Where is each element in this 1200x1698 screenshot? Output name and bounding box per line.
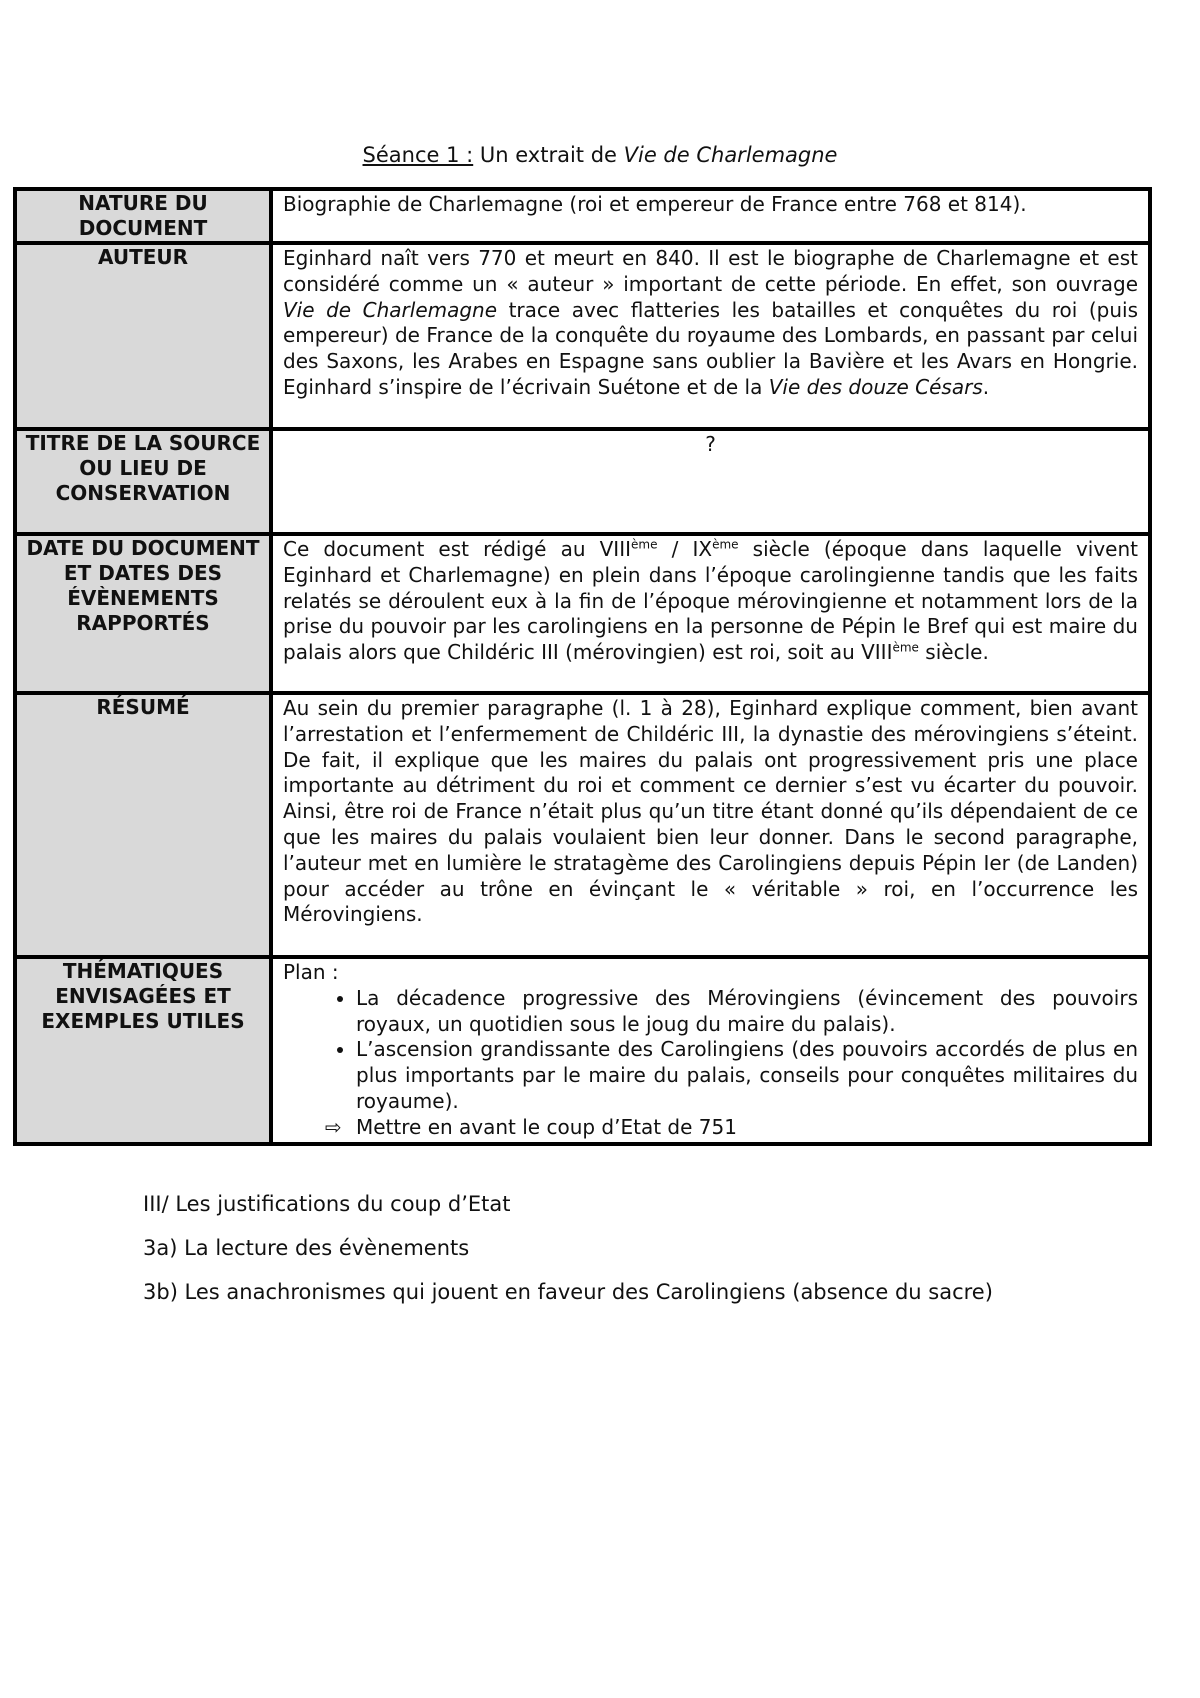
auteur-text-1: Eginhard naît vers 770 et meurt en 840. Il est le biographe de Charlemagne et est considéré comme un « auteur » important de cette période. En effet, son ouvrage: [283, 246, 1138, 296]
value-nature: Biographie de Charlemagne (roi et empereur de France entre 768 et 814).: [271, 189, 1150, 243]
date-sup-1: ème: [631, 537, 658, 552]
label-nature: NATURE DU DOCUMENT: [15, 189, 271, 243]
date-text-1: Ce document est rédigé au VIII: [283, 537, 631, 561]
plan-bullet-list: [283, 986, 1138, 1115]
row-date: [15, 534, 1150, 693]
title-underlined: Séance 1 :: [362, 143, 474, 167]
row-themes: [15, 957, 1150, 1144]
plan-bullet: • La décadence progressive des Mérovingiens (évincement des pouvoirs royaux, un quotidien sous le joug du maire du palais).: [356, 986, 1138, 1038]
subsection-3a: 3a) La lecture des évènements: [143, 1236, 470, 1260]
label-themes: THÉMATIQUES ENVISAGÉES ET EXEMPLES UTILES: [15, 957, 271, 1144]
date-text-4: siècle.: [918, 640, 989, 665]
row-resume: [15, 693, 1150, 957]
date-sup-2: ème: [712, 537, 739, 552]
session-title: [0, 142, 1200, 168]
label-titre: TITRE DE LA SOURCE OU LIEU DE CONSERVATION: [15, 429, 271, 534]
auteur-italic-2: Vie des douze Césars: [768, 374, 983, 399]
date-text-2: / IX: [657, 537, 713, 561]
document-analysis-table: [13, 187, 1152, 1146]
arrow-right-icon: ⇨: [325, 1114, 342, 1139]
plan-bullet: • L’ascension grandissante des Carolingiens (des pouvoirs accordés de plus en plus importants par le maire du palais, conseils pour conquêtes militaires du royaume).: [356, 1037, 1138, 1114]
title-middle: Un extrait de: [473, 143, 624, 167]
label-auteur: AUTEUR: [15, 243, 271, 429]
row-titre: [15, 429, 1150, 534]
auteur-text-2: trace avec flatteries les batailles et conquêtes du roi (puis empereur) de France de la conquête du royaume des Lombards, en passant par celui des Saxons, les Arabes en Espagne sans oublier la Bavière et les Avars en Hongrie. Eginhard s’inspire de l’écrivain Suétone et de la: [283, 297, 1139, 399]
value-themes: [271, 957, 1150, 1144]
date-text-3: siècle (époque dans laquelle vivent Eginhard et Charlemagne) en plein dans l’époque carolingienne tandis que les faits relatés se déroulent eux à la fin de l’époque mérovingienne et notamment lors de la prise du pouvoir par les carolingiens en la personne de Pépin le Bref qui est maire du palais alors que Childéric III (mérovingien) est roi, soit au VIII: [283, 537, 1138, 665]
row-auteur: [15, 243, 1150, 429]
conclusion-line: [283, 1115, 1138, 1141]
value-titre: ?: [271, 429, 1150, 534]
label-resume: RÉSUMÉ: [15, 693, 271, 957]
auteur-italic-1: Vie de Charlemagne: [283, 297, 498, 322]
auteur-text-3: .: [982, 374, 990, 399]
plan-heading: Plan :: [283, 960, 339, 984]
value-auteur: [271, 243, 1150, 429]
subsection-3b: 3b) Les anachronismes qui jouent en faveur des Carolingiens (absence du sacre): [143, 1280, 993, 1304]
label-date: DATE DU DOCUMENT ET DATES DES ÉVÈNEMENTS RAPPORTÉS: [15, 534, 271, 693]
title-italic: Vie de Charlemagne: [623, 143, 838, 167]
conclusion-text: Mettre en avant le coup d’Etat de 751: [356, 1114, 737, 1139]
value-resume: Au sein du premier paragraphe (l. 1 à 28), Eginhard explique comment, bien avant l’arrestation et l’enfermement de Childéric III, la dynastie des mérovingiens s’éteint. De fait, il explique que les maires du palais ont progressivement pris une place importante au détriment du roi et comment ce dernier s’est vu écarter du pouvoir. Ainsi, être roi de France n’était plus qu’un titre étant donné qu’ils dépendaient de ce que les maires du palais voulaient bien leur donner. Dans le second paragraphe, l’auteur met en lumière le stratagème des Carolingiens depuis Pépin Ier (de Landen) pour accéder au trône en évinçant le « véritable » roi, en l’occurrence les Mérovingiens.: [271, 693, 1150, 957]
section-heading-iii: III/ Les justifications du coup d’Etat: [143, 1192, 511, 1216]
value-date: [271, 534, 1150, 693]
row-nature: [15, 189, 1150, 243]
date-sup-3: ème: [892, 640, 919, 655]
